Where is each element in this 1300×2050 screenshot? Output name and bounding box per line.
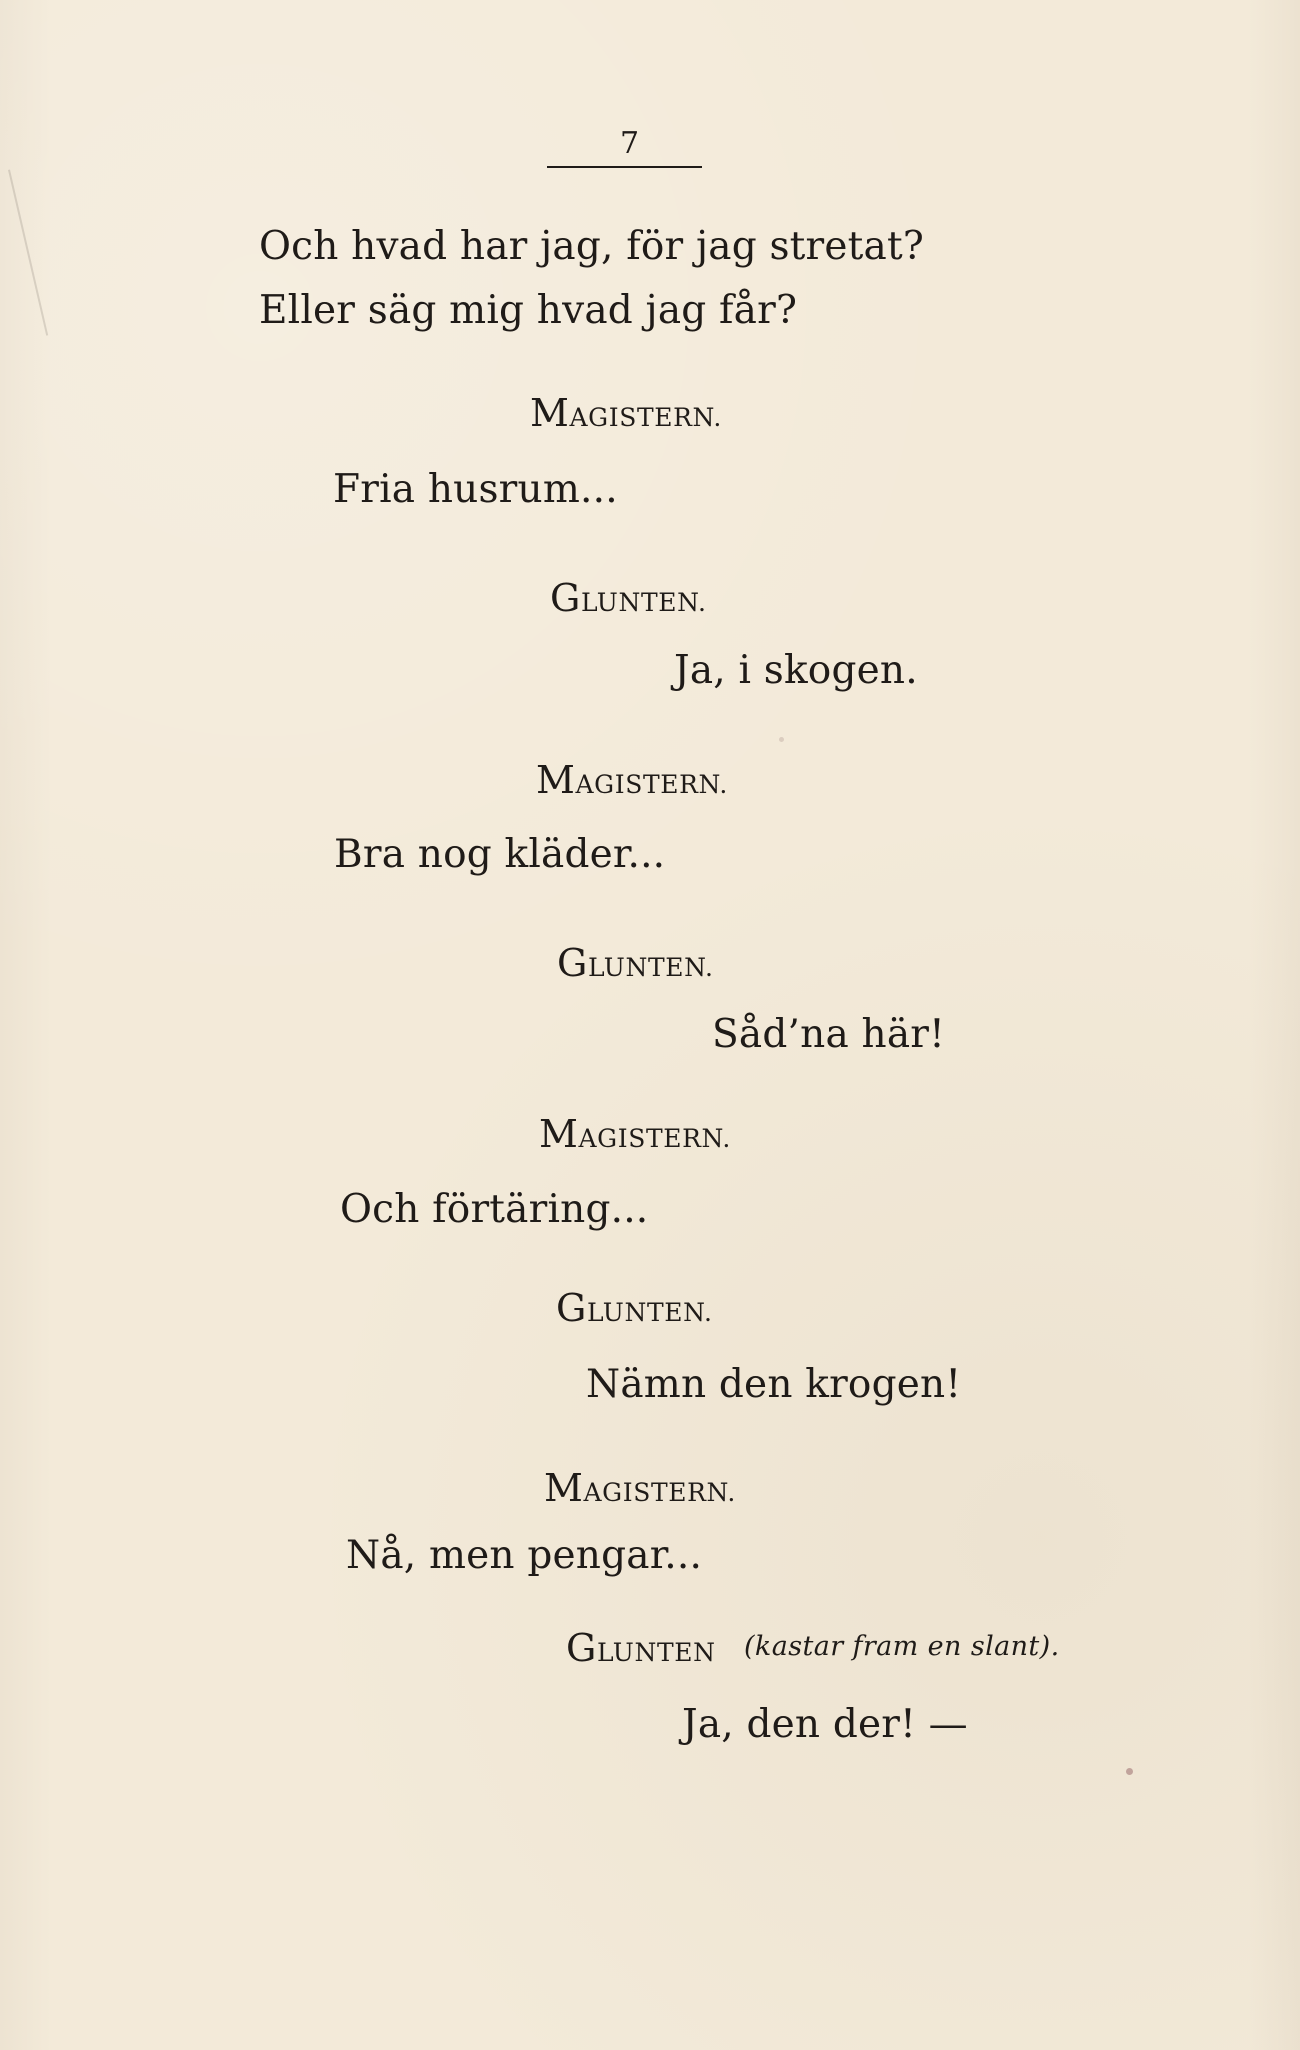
- verse-line: Såd’na här!: [712, 1012, 945, 1057]
- page-number-rule: [547, 166, 702, 168]
- paper-speck: [1126, 1768, 1133, 1775]
- speaker-label: [530, 391, 722, 435]
- speaker-label: [536, 758, 728, 802]
- speaker-name-rest: AGISTERN.: [575, 770, 728, 799]
- speaker-initial: M: [530, 391, 570, 435]
- speaker-label: [539, 1112, 731, 1156]
- verse-line: Ja, i skogen.: [674, 648, 918, 693]
- speaker-name-rest: AGISTERN.: [569, 403, 722, 432]
- page-number: 7: [620, 126, 640, 161]
- stage-direction: (kastar fram en slant).: [744, 1631, 1060, 1662]
- speaker-initial: M: [539, 1112, 579, 1156]
- speaker-initial: G: [550, 576, 581, 620]
- speaker-initial: G: [566, 1626, 597, 1670]
- verse-line: Fria husrum...: [333, 467, 618, 512]
- speaker-name-rest: LUNTEN.: [587, 953, 714, 982]
- verse-line: Och förtäring...: [340, 1187, 649, 1232]
- speaker-name-rest: LUNTEN.: [580, 588, 707, 617]
- speaker-initial: M: [536, 758, 576, 802]
- speaker-label: [544, 1466, 736, 1510]
- verse-line: Ja, den der! —: [682, 1702, 968, 1747]
- speaker-label: [557, 941, 714, 985]
- speaker-initial: M: [544, 1466, 584, 1510]
- speaker-name-rest: LUNTEN: [596, 1638, 716, 1667]
- verse-line: Nå, men pengar...: [346, 1533, 703, 1578]
- verse-line: Eller säg mig hvad jag får?: [259, 288, 798, 333]
- speaker-initial: G: [557, 941, 588, 985]
- verse-line: Och hvad har jag, för jag stretat?: [259, 224, 924, 269]
- speaker-name-rest: AGISTERN.: [578, 1124, 731, 1153]
- speaker-label: [550, 576, 707, 620]
- speaker-label: [556, 1286, 713, 1330]
- verse-line: Nämn den krogen!: [586, 1362, 962, 1407]
- speaker-name-rest: LUNTEN.: [586, 1298, 713, 1327]
- paper-speck: [779, 737, 784, 742]
- speaker-initial: G: [556, 1286, 587, 1330]
- scan-edge-mark: [8, 170, 48, 336]
- verse-line: Bra nog kläder...: [334, 832, 666, 877]
- speaker-name-rest: AGISTERN.: [583, 1478, 736, 1507]
- speaker-label: [566, 1626, 716, 1670]
